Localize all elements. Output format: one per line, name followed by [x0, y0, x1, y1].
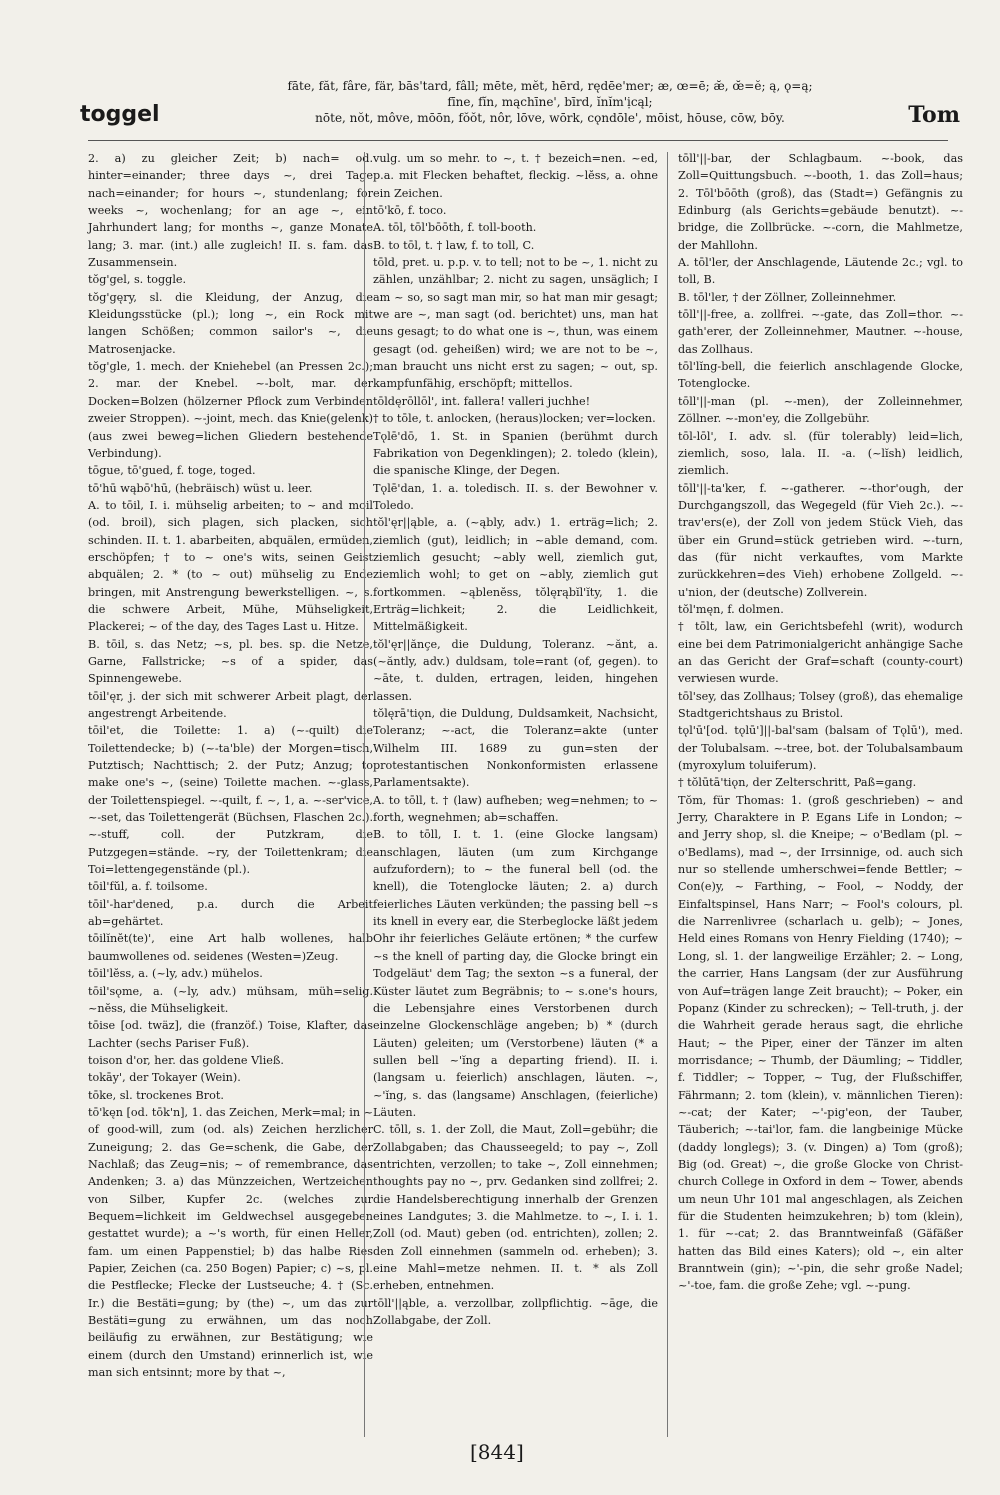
dictionary-entry: tōil'lĕss, a. (~ly, adv.) mühelos. — [88, 967, 263, 981]
dictionary-entry: Tǫlē'dō, 1. St. in Spanien (berühmt durch Fabrikation von Degenklingen); 2. toledo (klein), die spanische Klinge, der Degen. — [373, 429, 658, 478]
column-middle — [373, 150, 658, 1329]
dictionary-entry: tōll'||-bar, der Schlagbaum. ~-book, das Zoll=Quittungsbuch. ~-booth, 1. das Zoll=haus; 2. Tōl'bōōth (groß), das (Stadt=) Gefängnis zu Edinburg (als Gerichts=gebäude benutzt). ~-bridge, die Zollbrücke. ~-corn, die Mahlmetze, der Mahllohn. — [678, 152, 963, 252]
dictionary-entry: tŏlęrā'tiǫn, die Duldung, Duldsamkeit, Nachsicht, Toleranz; ~-act, die Toleranz=akte (unter Wilhelm III. 1689 zu gun=sten der protestantischen Nonkonformisten erlassene Parlamentsakte). — [373, 707, 658, 790]
dictionary-entry: tōl'sey, das Zollhaus; Tolsey (groß), das ehemalige Stadtgerichtshaus zu Bristol. — [678, 689, 963, 720]
column-right — [678, 150, 963, 1295]
dictionary-entry: tō'kō, f. toco. — [373, 204, 447, 218]
running-header — [80, 78, 960, 138]
dictionary-entry: tōil'ęr, j. der sich mit schwerer Arbeit plagt, der angestrengt Arbeitende. — [88, 689, 373, 720]
pronunciation-key-line: fāte, făt, fâre, fär, bās'tard, fâll; mēte, mĕt, hērd, rędēe'mer; æ, œ=ē; æ̆, œ̆=ĕ; ą, ǫ=ą; — [287, 79, 813, 93]
dictionary-entry: A. to tōll, t. † (law) aufheben; weg=nehmen; to ~ forth, wegnehmen; ab=schaffen. — [373, 793, 658, 825]
column-left — [88, 150, 373, 1381]
dictionary-entry: tōil'et, die Toilette: 1. a) (~-quilt) die Toilettendecke; b) (~-ta'ble) der Morgen=tisch, Putztisch; Nachttisch; 2. der Putz; Anzug; to make one's ~, (seine) Toilette machen. ~-glass, der Toilettenspiegel. ~-quilt, f. ~, 1, a. ~-ser'vice, ~-set, das Toilettengerät (Büchsen, Flaschen 2c.). ~-stuff, coll. der Putzkram, die Putzgegen=stände. ~ry, der Toilettenkram; die Toi=lettengegenstände (pl.). — [88, 724, 373, 877]
column-divider — [667, 152, 668, 1437]
dictionary-entry: tŏg'gęry, sl. die Kleidung, der Anzug, die Kleidungsstücke (pl.); long ~, ein Rock mit langen Schößen; common sailor's ~, die Matrosenjacke. — [88, 290, 373, 356]
dictionary-entry: toison d'or, her. das goldene Vließ. — [88, 1053, 284, 1067]
dictionary-entry: tōll'||-ta'ker, f. ~-gatherer. ~-thor'ough, der Durchgangszoll, das Wegegeld (für Vieh 2c.). ~-trav'ers(e), der Zoll von jedem Stück Vieh, das über ein Grund=stück getrieben wird. ~-turn, das (für nicht verkauftes, vom Markte zurückkehren=des Vieh) erhobene Zollgeld. ~-u'nion, der (deutsche) Zollverein. — [678, 481, 963, 599]
dictionary-entry: Tǫlē'dan, 1. a. toledisch. II. s. der Bewohner v. Toledo. — [373, 481, 658, 512]
dictionary-entry: tŏl'ęr||ąble, a. (~ąbly, adv.) 1. erträg=lich; 2. ziemlich (gut), leidlich; in ~able demand, com. ziemlich gesucht; ~ably well, ziemlich gut, ziemlich wohl; to get on ~ably, ziemlich gut fortkommen. ~ąblenĕss, tŏlęrąbĭl'ĭty, 1. die Erträg=lichkeit; 2. die Leidlichkeit, Mittelmäßigkeit. — [373, 516, 658, 634]
dictionary-entry: C. tōll, s. 1. der Zoll, die Maut, Zoll=gebühr; die Zollabgaben; das Chausseegeld; to pay ~, Zoll entrichten, verzollen; to take ~, Zoll einnehmen; thoughts pay no ~, prv. Gedanken sind zollfrei; 2. die Handelsberechtigung innerhalb der Grenzen eines Landgutes; 3. die Mahlmetze. to ~, I. i. 1. Zoll (od. Maut) geben (od. entrichten), zollen; 2. den Zoll einnehmen (sammeln od. erheben); 3. eine Mahl=metze nehmen. II. t. * als Zoll erheben, entnehmen. — [373, 1123, 658, 1293]
dictionary-entry: B. tōil, s. das Netz; ~s, pl. bes. sp. die Netze, Garne, Fallstricke; ~s of a spider, das Spinnengewebe. — [88, 637, 373, 686]
dictionary-entry: tōil'sǫme, a. (~ly, adv.) mühsam, müh=selig. ~nĕss, die Mühseligkeit. — [88, 984, 373, 1015]
dictionary-entry: tǫl'ū'[od. tǫlū']||-bal'sam (balsam of Tǫlū'), med. der Tolubalsam. ~-tree, bot. der Tolubalsambaum (myroxylum toluiferum). — [678, 724, 963, 773]
dictionary-entry: B. to tōl, t. † law, f. to toll, C. — [373, 238, 535, 252]
pronunciation-key-line: nōte, nŏt, môve, mōōn, fŏŏt, nôr, lōve, wōrk, cǫndōle', mōist, hōuse, cōw, bōy. — [315, 111, 785, 125]
dictionary-entry: tōil'-har'dened, p.a. durch die Arbeit ab=gehärtet. — [88, 897, 373, 929]
page-number: [844] — [470, 1440, 524, 1464]
right-guide-word: Tom — [908, 102, 960, 128]
dictionary-entry: tōke, sl. trockenes Brot. — [88, 1088, 224, 1102]
dictionary-entry: † tŏlūtā'tiǫn, der Zelterschritt, Paß=gang. — [678, 776, 917, 790]
dictionary-entry: tŏg'gle, 1. mech. der Kniehebel (an Pressen 2c.); 2. mar. der Knebel. ~-bolt, mar. der Docken=Bolzen (hölzerner Pflock zum Verbinden zweier Stroppen). ~-joint, mech. das Knie(gelenk) (aus zwei beweg=lichen Gliedern bestehende Verbindung). — [88, 360, 373, 460]
dictionary-entry: tōld, pret. u. p.p. v. to tell; not to be ~, 1. nicht zu zählen, unzählbar; 2. nicht zu sagen, unsäglich; I am ~ so, so sagt man mir, so hat man mir gesagt; we are ~, man sagt (od. berichtet) uns, man hat uns gesagt; to do what one is ~, thun, was einem gesagt (od. geheißen) wird; we are not to be ~, man braucht uns nicht erst zu sagen; ~ out, sp. kampfunfähig, erschöpft; mittellos. — [373, 256, 658, 391]
left-guide-word: toggel — [80, 102, 160, 127]
dictionary-entry: 2. a) zu gleicher Zeit; b) nach= od. hinter=einander; three days ~, drei Tage nach=einander; for hours ~, stundenlang; for weeks ~, wochenlang; for an age ~, ein Jahrhundert lang; for months ~, ganze Monate lang; 3. mar. (int.) alle zugleich! II. s. fam. das Zusammensein. — [88, 152, 373, 270]
dictionary-entry: tōil'fŭl, a. f. toilsome. — [88, 880, 208, 894]
dictionary-entry: † tōlt, law, ein Gerichtsbefehl (writ), wodurch eine bei dem Patrimonialgericht anhängige Sache an das Gericht der Graf=schaft (county-court) verwiesen wurde. — [678, 620, 963, 686]
dictionary-entry: tōldęrōllōl', int. fallera! valleri juchhe! — [373, 394, 591, 408]
dictionary-entry: vulg. um so mehr. to ~, t. † bezeich=nen. ~ed, p.a. mit Flecken behaftet, fleckig. ~lĕss, a. ohne ein Zeichen. — [373, 152, 658, 200]
dictionary-entry: tōl'lĭng-bell, die feierlich anschlagende Glocke, Totenglocke. — [678, 360, 963, 391]
dictionary-entry: tōilĭnĕt(te)', eine Art halb wollenes, halb baumwollenes od. seidenes (Westen=)Zeug. — [88, 932, 373, 963]
dictionary-entry: tōgue, tō'gued, f. toge, toged. — [88, 464, 256, 478]
dictionary-entry: tŏl'męn, f. dolmen. — [678, 602, 784, 616]
dictionary-entry: tōll'||ąble, a. verzollbar, zollpflichtig. ~āge, die Zollabgabe, der Zoll. — [373, 1296, 658, 1328]
dictionary-entry: tōll'||-free, a. zollfrei. ~-gate, das Zoll=thor. ~-gath'erer, der Zolleinnehmer, Mautner. ~-house, das Zollhaus. — [678, 308, 963, 356]
dictionary-entry: tokāy', der Tokayer (Wein). — [88, 1071, 241, 1085]
dictionary-entry: B. tōl'ler, † der Zöllner, Zolleinnehmer. — [678, 290, 897, 304]
dictionary-entry: A. to tōil, I. i. mühselig arbeiten; to ~ and moil (od. broil), sich plagen, sich placken, sich schinden. II. t. 1. abarbeiten, abquälen, ermüden, erschöpfen; † to ~ one's wits, seinen Geist abquälen; 2. * (to ~ out) mühselig zu Ende bringen, mit Anstrengung bewerkstelligen. ~, s. die schwere Arbeit, Mühe, Mühseligkeit, Plackerei; ~ of the day, des Tages Last u. Hitze. — [88, 498, 373, 634]
pronunciation-key-line: fīne, fĭn, mąchīne', bīrd, ĭnĭm'ịcąl; — [447, 95, 653, 109]
dictionary-entry: tōl-lōl', I. adv. sl. (für tolerably) leid=lich, ziemlich, soso, lala. II. -a. (~lĭsh) leidlich, ziemlich. — [678, 429, 963, 478]
column-divider — [364, 152, 365, 1437]
dictionary-entry: tōise [od. twäz], die (franzöf.) Toise, Klafter, das Lachter (sechs Pariser Fuß). — [88, 1019, 373, 1050]
dictionary-entry: A. tōl'ler, der Anschlagende, Läutende 2c.; vgl. to toll, B. — [678, 256, 963, 287]
header-rule — [88, 140, 948, 141]
dictionary-entry: tōll'||-man (pl. ~-men), der Zolleinnehmer, Zöllner. ~-mon'ey, die Zollgebühr. — [678, 394, 963, 426]
dictionary-entry: Tŏm, für Thomas: 1. (groß geschrieben) ~ and Jerry, Charaktere in P. Egans Life in London; ~ and Jerry shop, sl. die Kneipe; ~ o'Bedlam (pl. ~ o'Bedlams), mad ~, der Irrsinnige, od. auch sich nur so stellende umherschwei=fende Bettler; ~ Con(e)y, ~ Farthing, ~ Fool, ~ Noddy, der Einfaltspinsel, Hans Narr; ~ Fool's colours, pl. die Narrenlivree (scharlach u. gelb); ~ Jones, Held eines Romans von Henry Fielding (1740); ~ Long, sl. 1. der langweilige Erzähler; 2. ~ Long, the carrier, Hans Langsam (der zur Ausführung von Auf=trägen lange Zeit braucht); ~ Poker, ein Popanz (Kinder zu schrecken); ~ Tell-truth, j. der die Wahrheit gerade heraus sagt, die ehrliche Haut; ~ the Piper, einer der Tänzer im alten morrisdance; ~ Thumb, der Däumling; ~ Tiddler, f. Tiddler; ~ Topper, ~ Tug, der Flußschiffer, Fährmann; 2. tom (klein), v. männlichen Tieren): ~-cat; der Kater; ~'-pig'eon, der Tauber, Täuberich; ~-tai'lor, fam. die langbeinige Mücke (daddy longlegs); 3. (v. Dingen) a) Tom (groß); Big (od. Great) ~, die große Glocke von Christ-church College in Oxford in dem ~ Tower, abends um neun Uhr 101 mal angeschlagen, als Zeichen für die Studenten heimzukehren; b) tom (klein), 1. für ~-cat; 2. das Branntweinfaß (Gäfäßer hatten das Bild eines Katers); old ~, ein alter Branntwein (gin); ~'-pin, die sehr große Nadel; ~'-toe, fam. die große Zehe; vgl. ~-pung. — [678, 793, 963, 1293]
dictionary-entry: tō'kęn [od. tōk'n], 1. das Zeichen, Merk=mal; in ~ of good-will, zum (od. als) Zeichen herzlicher Zuneigung; 2. das Ge=schenk, die Gabe, der Nachlaß; das Zeug=nis; ~ of remembrance, das Andenken; 3. a) das Münzzeichen, Wertzeichen von Silber, Kupfer 2c. (welches zur Bequem=lichkeit im Geldwechsel ausgegeben gestattet wurde); a ~'s worth, für einen Heller, fam. um einen Pappenstiel; b) das halbe Ries Papier, Zeichen (ca. 250 Bogen) Papier; c) ~s, pl. die Pestflecke; Flecke der Lustseuche; 4. † (Sc. Ir.) die Bestäti=gung; by (the) ~, um das zur Bestäti=gung zu erwähnen, um das noch beiläufig zu erwähnen, zur Bestätigung; wie einem (durch den Umstand) erinnerlich ist, wie man sich entsinnt; more by that ~, — [88, 1105, 373, 1380]
dictionary-entry: B. to tōll, I. t. 1. (eine Glocke langsam) anschlagen, läuten (um zum Kirchgange aufzufordern); to ~ the funeral bell (od. the knell), die Totenglocke läuten; 2. a) durch feierliches Läuten verkünden; the passing bell ~s its knell in every ear, die Sterbeglocke läßt jedem Ohr ihr feierliches Geläute ertönen; * the curfew ~s the knell of parting day, die Glocke bringt ein Todgeläut' dem Tag; the sexton ~s a funeral, der Küster läutet zum Begräbnis; to ~ s.one's hours, die Lebensjahre eines Verstorbenen durch einzelne Glockenschläge angeben; b) * (durch Läuten) geleiten; um (Verstorbene) läuten (* a sullen bell ~'ĭng a departing friend). II. i. (langsam u. feierlich) anschlagen, läuten. ~, ~'ĭng, s. das (langsame) Anschlagen, (feierliche) Läuten. — [373, 828, 658, 1119]
dictionary-entry: A. tōl, tōl'bōōth, f. toll-booth. — [373, 221, 537, 235]
dictionary-entry: tō'hū wąbō'hū, (hebräisch) wüst u. leer. — [88, 481, 313, 495]
dictionary-entry: tŏg'gel, s. toggle. — [88, 273, 187, 287]
dictionary-entry: † to tōle, t. anlocken, (heraus)locken; ver=locken. — [373, 412, 656, 426]
pronunciation-key — [230, 78, 870, 126]
dictionary-entry: tŏl'ęr||ănçe, die Duldung, Toleranz. ~ănt, a. (~ăntly, adv.) duldsam, tole=rant (of, gegen). to ~āte, t. dulden, ertragen, leiden, hingehen lassen. — [373, 637, 658, 703]
